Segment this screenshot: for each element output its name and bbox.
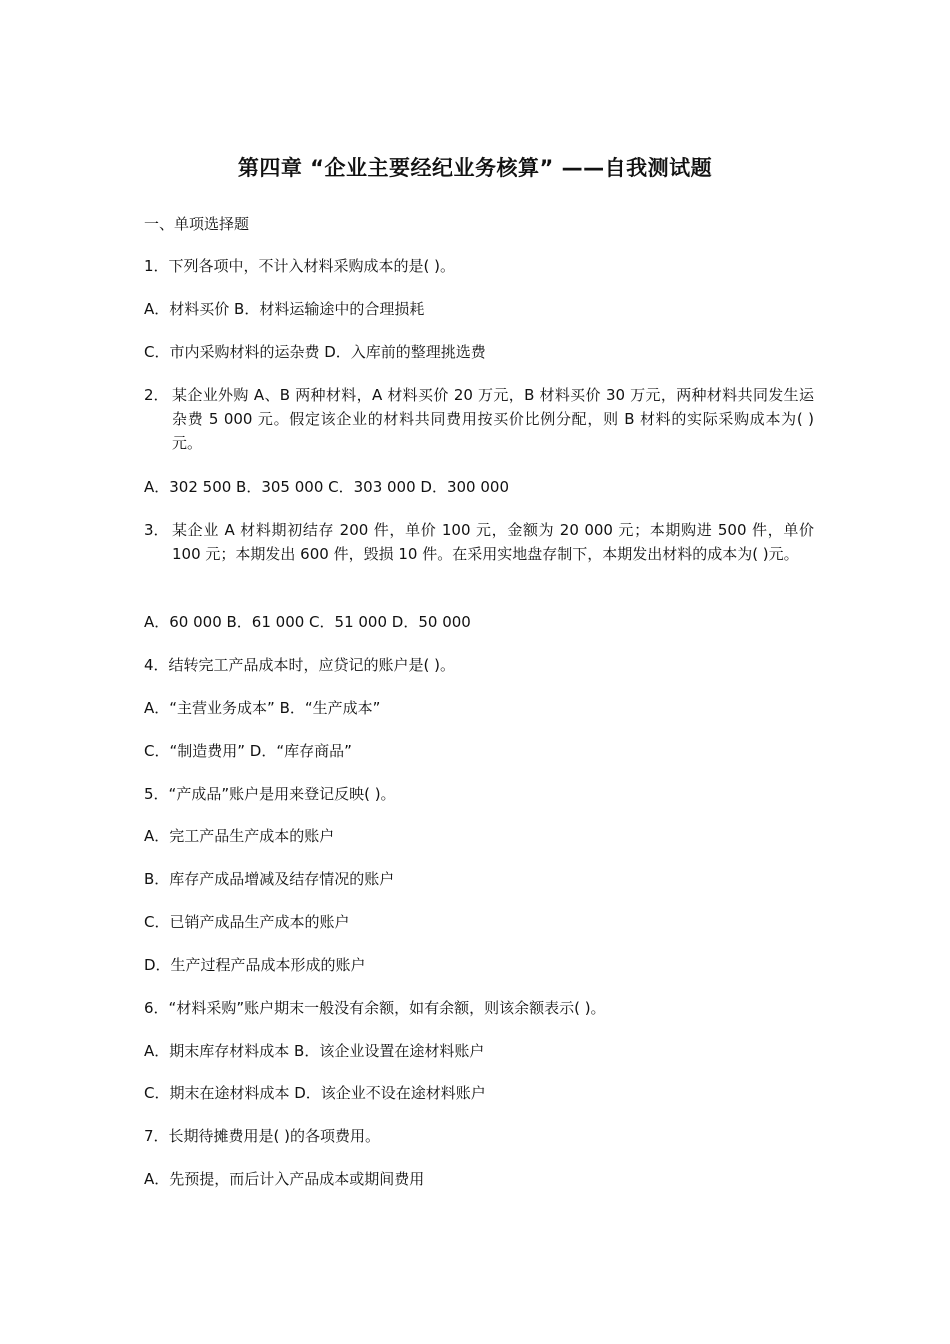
question-2-text: 某企业外购 A、B 两种材料，A 材料买价 20 万元，B 材料买价 30 万元，两种材料共同发生运杂费 5 000 元。假定该企业的材料共同费用按买价比例分配，则 B 材料的实际采购成本为( )元。 [172,386,814,452]
question-4: 4．结转完工产品成本时，应贷记的账户是( )。 [144,656,456,674]
question-5: 5．“产成品”账户是用来登记反映( )。 [144,785,396,803]
question-3 [144,518,814,566]
question-4-options-cd: C．“制造费用” D．“库存商品” [144,742,352,760]
question-7-option-a: A．先预提，而后计入产品成本或期间费用 [144,1170,425,1188]
question-6: 6．“材料采购”账户期末一般没有余额，如有余额，则该余额表示( )。 [144,999,606,1017]
question-3-text: 某企业 A 材料期初结存 200 件，单价 100 元，金额为 20 000 元；本期购进 500 件，单价 100 元；本期发出 600 件，毁损 10 件。在采用实地盘存制下，本期发出材料的成本为( )元。 [172,521,814,563]
question-2-number: 2． [144,386,169,404]
question-7: 7．长期待摊费用是( )的各项费用。 [144,1127,381,1145]
question-5-option-a: A．完工产品生产成本的账户 [144,827,335,845]
question-2 [144,383,814,455]
question-3-number: 3． [144,521,169,539]
question-1: 1．下列各项中，不计入材料采购成本的是( )。 [144,257,456,275]
question-2-options: A．302 500 B．305 000 C．303 000 D．300 000 [144,478,509,496]
question-5-option-b: B．库存产成品增减及结存情况的账户 [144,870,395,888]
question-5-option-c: C．已销产成品生产成本的账户 [144,913,350,931]
section-heading: 一、单项选择题 [144,215,250,233]
question-5-option-d: D．生产过程产品成本形成的账户 [144,956,366,974]
question-4-options-ab: A．“主营业务成本” B．“生产成本” [144,699,381,717]
question-6-options-ab: A．期末库存材料成本 B．该企业设置在途材料账户 [144,1042,485,1060]
question-1-options-cd: C．市内采购材料的运杂费 D．入库前的整理挑选费 [144,343,486,361]
question-6-options-cd: C．期末在途材料成本 D．该企业不设在途材料账户 [144,1084,486,1102]
document-title: 第四章 “企业主要经纪业务核算” ——自我测试题 [237,156,713,180]
question-3-options: A．60 000 B．61 000 C．51 000 D．50 000 [144,613,471,631]
question-1-options-ab: A．材料买价 B．材料运输途中的合理损耗 [144,300,425,318]
